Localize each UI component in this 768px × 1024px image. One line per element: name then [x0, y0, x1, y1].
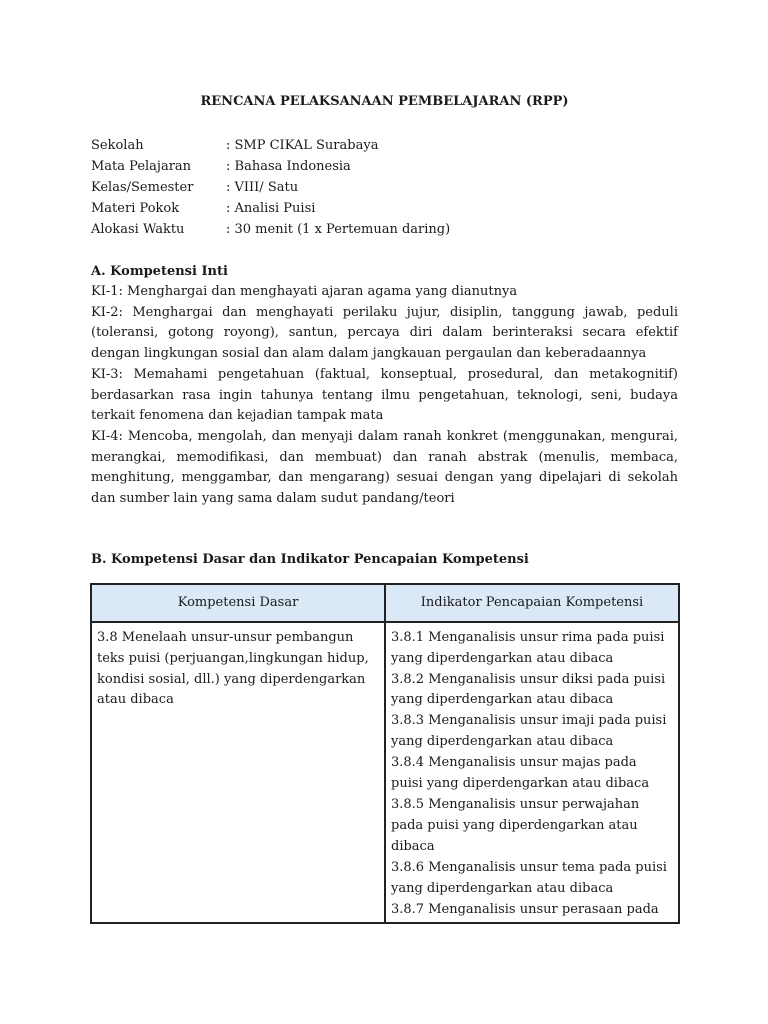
indicator-item: 3.8.4 Menganalisis unsur majas pada puisi yang diperdengarkan atau dibaca [391, 755, 650, 792]
document-title: RENCANA PELAKSANAAN PEMBELAJARAN (RPP) [200, 94, 569, 109]
indicator-item: 3.8.6 Menganalisis unsur tema pada puisi yang diperdengarkan atau dibaca [391, 859, 667, 896]
info-row-alokasi-waktu [91, 219, 678, 240]
info-label: Sekolah [91, 138, 144, 153]
table-header-row [91, 584, 679, 622]
ki-1-paragraph: KI-1: Menghargai dan menghayati ajaran agama yang dianutnya [91, 284, 518, 299]
info-value: : SMP CIKAL Surabaya [226, 138, 379, 153]
info-label: Alokasi Waktu [91, 222, 185, 237]
table-row [91, 622, 679, 924]
info-row-mata-pelajaran [91, 156, 678, 177]
section-kompetensi-dasar [91, 549, 678, 925]
indikator-cell [385, 622, 679, 924]
info-row-kelas-semester [91, 177, 678, 198]
identity-block [91, 135, 678, 240]
indicator-item: 3.8.7 Menganalisis unsur perasaan pada [391, 901, 659, 917]
section-b-heading: B. Kompetensi Dasar dan Indikator Pencapaian Kompetensi [91, 551, 529, 567]
indicator-item: 3.8.1 Menganalisis unsur rima pada puisi yang diperdengarkan atau dibaca [391, 629, 665, 666]
document-page [91, 92, 678, 924]
indicator-item: 3.8.3 Menganalisis unsur imaji pada puisi yang diperdengarkan atau dibaca [391, 713, 667, 750]
ki-4-paragraph: KI-4: Mencoba, mengolah, dan menyaji dalam ranah konkret (menggunakan, mengurai, merangkai, memodifikasi, dan membuat) dan ranah abstrak (menulis, membaca, menghitung, menggambar, dan mengarang) sesuai dengan yang dipelajari di sekolah dan sumber lain yang sama dalam sudut pandang/teori [91, 428, 678, 507]
section-a-heading: A. Kompetensi Inti [91, 264, 228, 279]
info-row-sekolah [91, 135, 678, 156]
kompetensi-dasar-cell [91, 622, 385, 924]
ki-2-paragraph: KI-2: Menghargai dan menghayati perilaku jujur, disiplin, tanggung jawab, peduli (toleransi, gotong royong), santun, percaya diri dalam berinteraksi secara efektif dengan lingkungan sosial dan alam dalam jangkauan pergaulan dan keberadaannya [91, 304, 678, 362]
table-header-indikator: Indikator Pencapaian Kompetensi [385, 584, 679, 622]
info-label: Materi Pokok [91, 201, 180, 216]
info-value: : Bahasa Indonesia [226, 159, 351, 174]
table-header-kompetensi-dasar: Kompetensi Dasar [91, 584, 385, 622]
competency-table [90, 583, 680, 925]
section-kompetensi-inti [91, 261, 678, 510]
info-label: Mata Pelajaran [91, 159, 192, 174]
info-value: : Analisi Puisi [226, 201, 316, 216]
kompetensi-dasar-text: 3.8 Menelaah unsur-unsur pembangun teks puisi (perjuangan,lingkungan hidup, kondisi sosial, dll.) yang diperdengarkan atau dibaca [97, 629, 369, 708]
ki-3-paragraph: KI-3: Memahami pengetahuan (faktual, konseptual, prosedural, dan metakognitif) berdasarkan rasa ingin tahunya tentang ilmu pengetahuan, teknologi, seni, budaya terkait fenomena dan kejadian tampak mata [91, 366, 678, 424]
info-value: : VIII/ Satu [226, 180, 299, 195]
info-row-materi-pokok [91, 198, 678, 219]
info-value: : 30 menit (1 x Pertemuan daring) [226, 222, 451, 237]
info-label: Kelas/Semester [91, 180, 194, 195]
indicator-item: 3.8.2 Menganalisis unsur diksi pada puisi yang diperdengarkan atau dibaca [391, 671, 666, 708]
indicator-item: 3.8.5 Menganalisis unsur perwajahan pada puisi yang diperdengarkan atau dibaca [391, 796, 640, 854]
